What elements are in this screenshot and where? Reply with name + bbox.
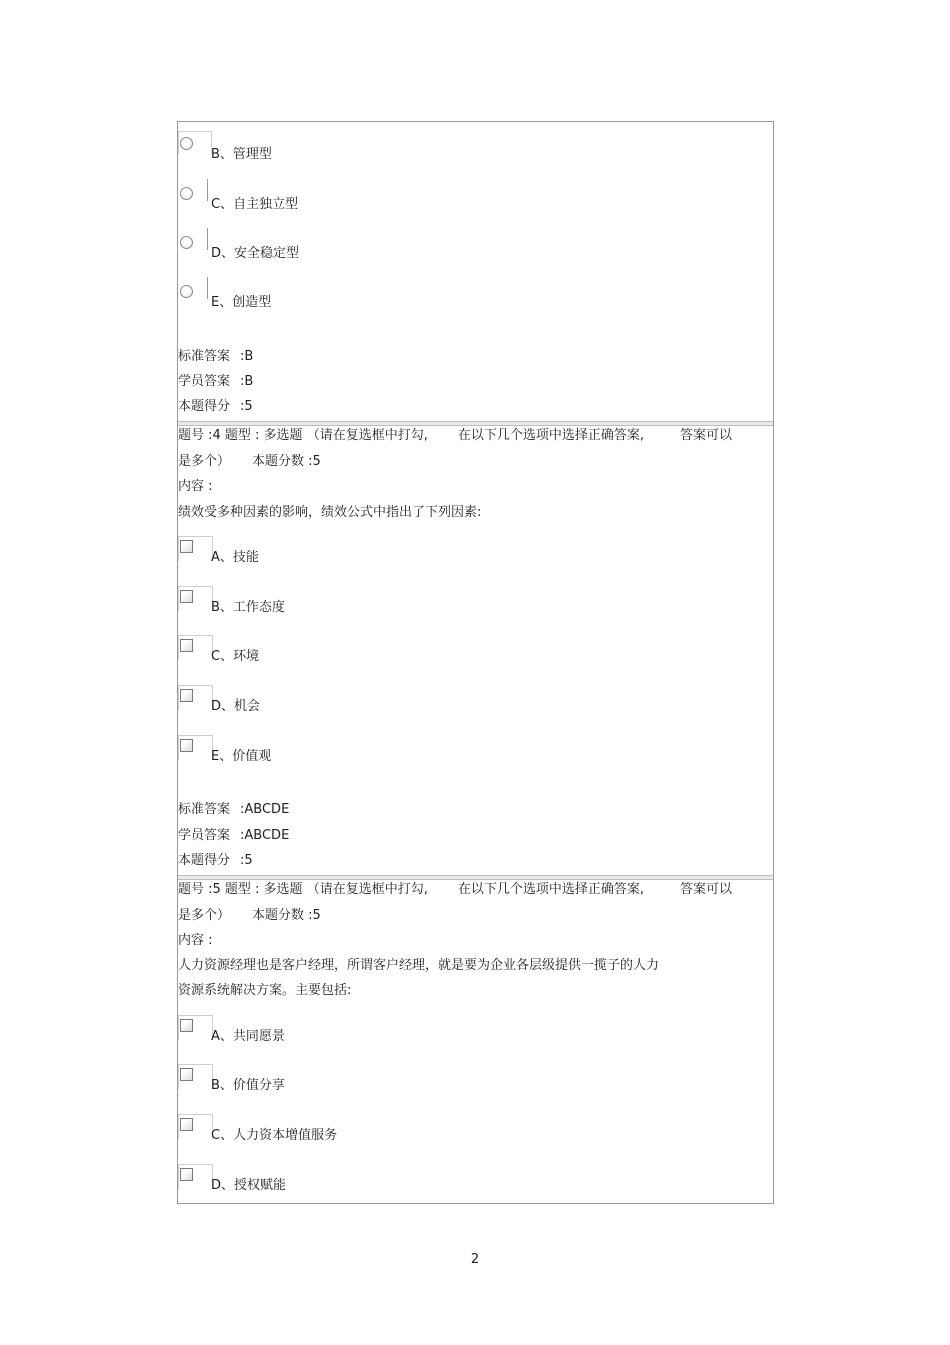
option-label: B、管理型 — [211, 147, 272, 162]
q4-content: 绩效受多种因素的影响，绩效公式中指出了下列因素: — [178, 505, 482, 520]
q5-option-a[interactable] — [178, 1019, 478, 1049]
question-points: 本题分数 :5 — [252, 454, 321, 469]
checkbox[interactable] — [180, 1068, 193, 1081]
q5-option-d[interactable] — [178, 1168, 478, 1198]
score-label: 本题得分 — [178, 853, 231, 868]
standard-answer-label: 标准答案 — [178, 802, 231, 817]
q3-option-e[interactable] — [178, 285, 478, 315]
q3-option-c[interactable] — [178, 187, 478, 217]
q3-option-d[interactable] — [178, 236, 478, 266]
checkbox[interactable] — [180, 1118, 193, 1131]
checkbox[interactable] — [180, 689, 193, 702]
q4-standard-answer — [178, 802, 289, 818]
q3-standard-answer — [178, 349, 253, 365]
q4-option-e[interactable] — [178, 739, 478, 769]
student-answer-value: :B — [240, 374, 254, 389]
exam-frame — [177, 121, 774, 1204]
question-divider — [178, 875, 773, 880]
score-value: :5 — [240, 399, 253, 414]
standard-answer-value: :B — [240, 349, 254, 364]
radio-button[interactable] — [180, 285, 193, 298]
option-label: B、工作态度 — [211, 600, 285, 615]
q5-header-line1 — [178, 882, 732, 898]
question-instruction: 在以下几个选项中选择正确答案, — [457, 882, 644, 897]
option-label: D、授权赋能 — [211, 1178, 287, 1193]
option-label: E、创造型 — [211, 295, 272, 310]
option-label: D、安全稳定型 — [211, 246, 300, 261]
student-answer-label: 学员答案 — [178, 374, 231, 389]
question-divider — [178, 421, 773, 426]
question-instruction-end: 是多个） — [178, 454, 231, 469]
q4-content-label: 内容 : — [178, 479, 213, 494]
checkbox[interactable] — [180, 1019, 193, 1032]
checkbox[interactable] — [180, 639, 193, 652]
question-points: 本题分数 :5 — [252, 908, 321, 923]
q3-score — [178, 399, 253, 415]
option-label: C、自主独立型 — [211, 197, 299, 212]
q4-option-b[interactable] — [178, 590, 478, 620]
standard-answer-value: :ABCDE — [240, 802, 290, 817]
question-meta: 题号 :4 题型 : 多选题 （请在复选框中打勾, — [178, 428, 428, 443]
question-instruction-tail: 答案可以 — [679, 882, 732, 897]
student-answer-label: 学员答案 — [178, 828, 231, 843]
q4-option-c[interactable] — [178, 639, 478, 669]
radio-button[interactable] — [180, 137, 193, 150]
score-value: :5 — [240, 853, 253, 868]
option-divider — [207, 228, 208, 250]
option-label: C、环境 — [211, 649, 260, 664]
checkbox[interactable] — [180, 590, 193, 603]
question-meta: 题号 :5 题型 : 多选题 （请在复选框中打勾, — [178, 882, 428, 897]
radio-button[interactable] — [180, 236, 193, 249]
option-label: A、共同愿景 — [211, 1029, 285, 1044]
q4-student-answer — [178, 828, 289, 844]
q4-score — [178, 853, 253, 869]
q3-student-answer — [178, 374, 253, 390]
q5-option-c[interactable] — [178, 1118, 478, 1148]
q3-option-b[interactable] — [178, 137, 478, 167]
q5-content-line2: 资源系统解决方案。主要包括: — [178, 983, 352, 998]
standard-answer-label: 标准答案 — [178, 349, 231, 364]
q5-content-line1: 人力资源经理也是客户经理，所谓客户经理，就是要为企业各层级提供一揽子的人力 — [178, 958, 660, 973]
question-instruction-end: 是多个） — [178, 908, 231, 923]
option-divider — [207, 277, 208, 299]
q5-option-b[interactable] — [178, 1068, 478, 1098]
option-label: A、技能 — [211, 550, 259, 565]
option-label: D、机会 — [211, 699, 261, 714]
checkbox[interactable] — [180, 1168, 193, 1181]
q5-content-label: 内容 : — [178, 933, 213, 948]
checkbox[interactable] — [180, 739, 193, 752]
option-divider — [207, 179, 208, 201]
radio-button[interactable] — [180, 187, 193, 200]
option-label: C、人力资本增值服务 — [211, 1128, 338, 1143]
page-number: 2 — [470, 1252, 480, 1267]
checkbox[interactable] — [180, 540, 193, 553]
q4-header-line2 — [178, 454, 321, 470]
q4-option-d[interactable] — [178, 689, 478, 719]
option-label: B、价值分享 — [211, 1078, 285, 1093]
question-instruction: 在以下几个选项中选择正确答案, — [457, 428, 644, 443]
score-label: 本题得分 — [178, 399, 231, 414]
question-instruction-tail: 答案可以 — [679, 428, 732, 443]
student-answer-value: :ABCDE — [240, 828, 290, 843]
option-label: E、价值观 — [211, 749, 272, 764]
q4-option-a[interactable] — [178, 540, 478, 570]
q4-header-line1 — [178, 428, 732, 444]
q5-header-line2 — [178, 908, 321, 924]
